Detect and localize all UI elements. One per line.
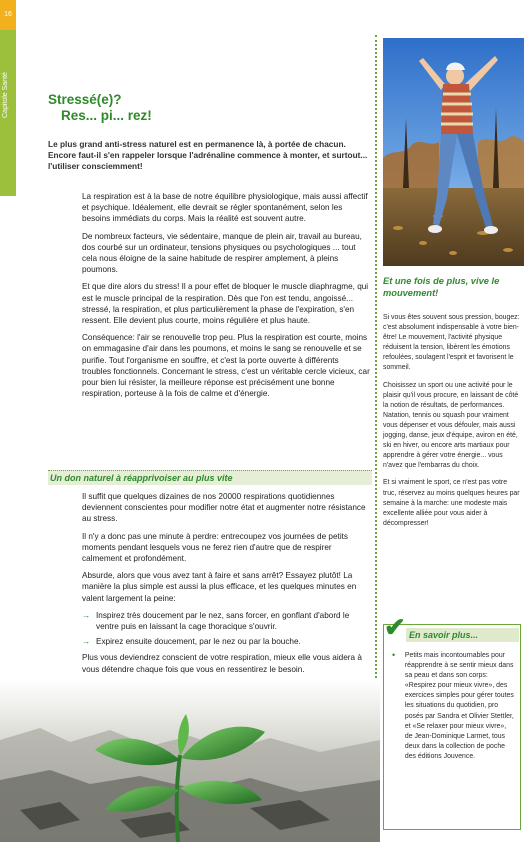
bullet-icon: • [392,650,396,660]
sprout-illustration [0,680,380,842]
article-body [82,191,370,405]
info-box-text [392,650,516,761]
body-paragraph: La respiration est à la base de notre équilibre physiologique, mais aussi affectif et psychique. Idéalement, elle devrait se régler spontanément, selon les besoins immédiats du corps. Mais la réalité est souvent autre. [82,192,368,224]
chapter-tab [0,0,16,196]
section-paragraph: Absurde, alors que vous avez tant à faire et sans arrêt? Essayez plutôt! La manière la plus simple est aussi la plus efficace, et les quelques minutes en valent largement la peine: [82,571,357,603]
photo-caption: Et une fois de plus, vive le mouvement! [383,276,500,298]
sidebar-paragraph: Et si vraiment le sport, ce n'est pas votre truc, réservez au moins quelques heures par semaine à la marche: une modeste mais excellente alliée pour vous aider à décompresser! [383,477,520,527]
sidebar-paragraph: Choisissez un sport ou une activité pour le plaisir qu'il vous procure, en laissant de côté la notion de résultats, de performances. Natation, tennis ou squash pour vraiment vous dépenser et vous défouler, mais aussi jogging, danse, jeux d'équipe, aviron en été, ski en hiver, ou encore arts martiaux pour apprendre à gérer votre énergie... vous n'avez que l'embarras du choix. [383,379,519,470]
page-number: 16 [0,0,16,30]
sidebar-paragraph: Si vous êtes souvent sous pression, bougez: c'est absolument indispensable à votre bien-être! Le mouvement, l'activité physique réduisent la tension, libèrent les émotions refoulées, soulagent l'esprit et favorisent le sommeil. [383,312,520,372]
section-paragraph: Il n'y a donc pas une minute à perdre: entrecoupez vos journées de petits moments pendant lesquels vous ne ferez rien d'autre que de respirer calmement et profondément. [82,531,349,564]
article-title [48,92,152,124]
body-paragraph: Et que dire alors du stress! Il a pour effet de bloquer le muscle diaphragme, qui est le muscle principal de la respiration. Dès que l'on est tendu, angoissé... stressé, la respiration, et plus particulièrement la phase de l'expiration, s'en ressent. Elle devient plus courte, moins régulière et plus haute. [82,282,369,326]
section-heading: Un don naturel à réapprivoiser au plus vite [50,473,233,483]
list-item [82,636,370,647]
chapter-label: Capitole Santé [2,72,9,118]
article-lead: Le plus grand anti-stress naturel est en permanence là, à portée de chacun. Encore faut-il s'en rappeler lorsque l'adrénaline commence à monter, et surtout... l'utiliser consciemment! [48,139,368,172]
section-body [82,491,370,681]
breathing-steps [82,610,370,648]
step-text: Inspirez très doucement par le nez, sans forcer, en gonflant d'abord le ventre puis en laissant la cage thoracique s'ouvrir. [96,610,350,632]
closing-paragraph: Plus vous deviendrez conscient de votre respiration, mieux elle vous aidera à vous détendre chaque fois que vous en ressentirez le besoin. [82,653,362,674]
body-paragraph: De nombreux facteurs, vie sédentaire, manque de plein air, travail au bureau, dos courbé sur un ordinateur, tensions physiques ou psychologiques ... tout cela nous éloigne de la saine habitude de respirer amplement, à pleins poumons. [82,231,362,275]
body-paragraph: Conséquence: l'air se renouvelle trop peu. Plus la respiration est courte, moins on emmagasine d'air dans les poumons, et moins le sang se renouvelle et se purifie. Tout l'organisme en souffre, et c'est la porte ouverte à différents troubles fonctionnels. Concernant le stress, c'est un véritable cercle vicieux, car pour bien lui résister, la meilleure réponse est précisément une bonne respiration, porteuse à la fois de calme et d'énergie. [82,333,370,399]
arrow-right-icon: → [82,610,91,620]
jumping-woman-photo [383,38,524,266]
section-paragraph: Il suffit que quelques dizaines de nos 20000 respirations quotidiennes deviennent conscientes pour modifier notre état et augmenter notre résistance au stress. [82,492,366,524]
arrow-right-icon: → [82,637,91,647]
sidebar-text [383,312,521,535]
section-heading-bar [48,470,372,485]
info-box-paragraph: Petits mais incontournables pour réapprendre à se sentir mieux dans sa peau et dans son corps: «Respirez pour mieux vivre», des exercices simples pour gérer toutes les situations du quotidien, pro posés par Sandra et Olivier Stettler, et «Se relaxer pour mieux vivre», de Jean-Dominique Larmet, tous deux dans la collection de poche des éditions Jouvence. [404,650,514,760]
info-box-title: En savoir plus... [406,628,519,642]
title-line-1: Stressé(e)? [48,92,122,107]
list-item [82,610,370,632]
step-text: Expirez ensuite doucement, par le nez ou par la bouche. [96,637,301,647]
title-line-2: Res... pi... rez! [61,108,152,123]
checkmark-icon: ✔ [384,612,406,642]
